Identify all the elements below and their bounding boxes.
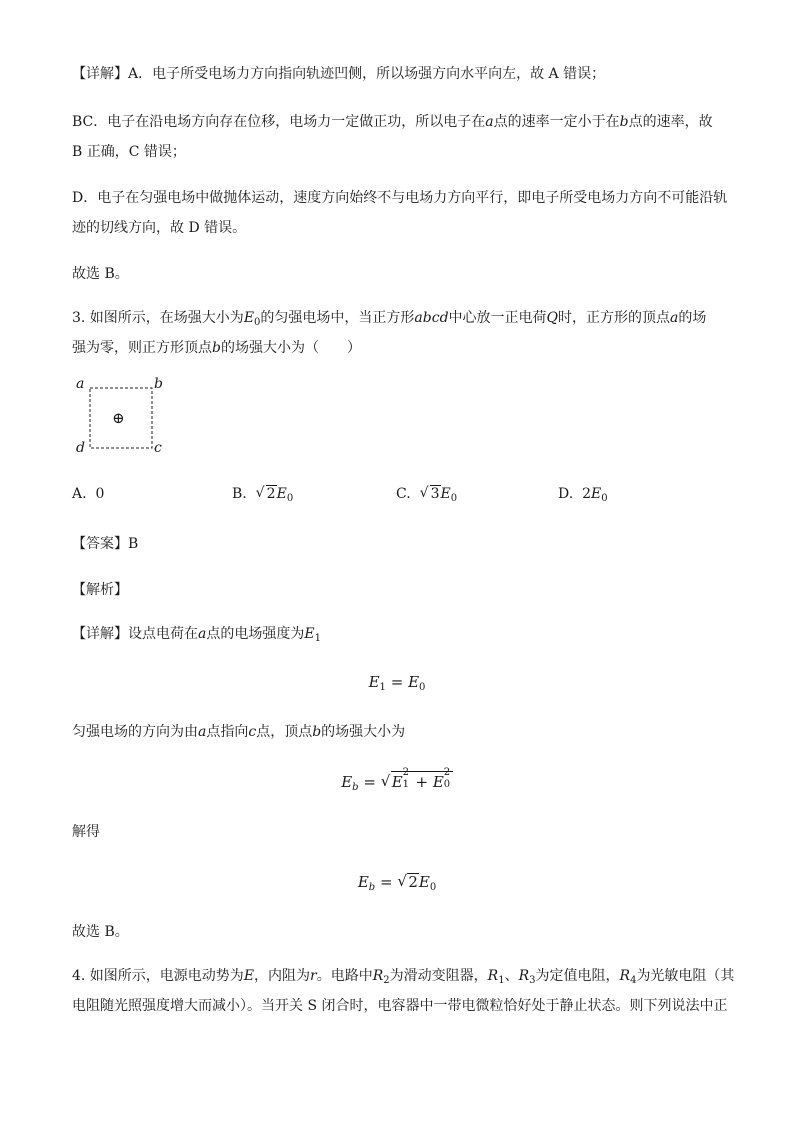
subscript: 0 [450, 493, 458, 504]
text: 【详解】A．电子所受电场力方向指向轨迹凹侧，所以场强方向水平向左，故 A 错误； [72, 66, 606, 82]
question-3-line1 [72, 308, 706, 333]
var-E: E [304, 626, 315, 642]
text: 【解析】 [72, 582, 128, 598]
text: 点的电场强度为 [206, 626, 305, 642]
var-b: b [619, 114, 629, 130]
vertex-d-label: d [76, 440, 85, 456]
paragraph-detail-d-line1 [72, 188, 727, 208]
question-4-line2 [72, 996, 728, 1016]
text: BC．电子在沿电场方向存在位移，电场力一定做正功，所以电子在 [72, 114, 486, 130]
subscript: 0 [286, 493, 294, 504]
text: 电阻随光照强度增大而减小）。当开关 S 闭合时，电容器中一带电微粒恰好处于静止状态。则下列说法中正 [72, 998, 728, 1014]
text: B 正确，C 错误； [72, 144, 186, 160]
superscript: 2 [443, 767, 451, 778]
text: 点的速率，故 [628, 114, 713, 130]
text: 匀强电场的方向为由 [72, 724, 198, 740]
text: 【详解】设点电荷在 [72, 626, 198, 642]
square-diagram [70, 376, 170, 460]
text: 为定值电阻， [535, 968, 620, 984]
var-b: b [212, 340, 221, 356]
text: 4. 如图所示，电源电动势为 [72, 968, 244, 984]
radicand: 2 [408, 873, 418, 891]
paragraph-detail-bc-line2 [72, 142, 186, 162]
detail-line [72, 624, 321, 649]
vertex-c-label: c [154, 440, 162, 456]
text: 为光敏电阻（其 [636, 968, 735, 984]
paragraph-detail-a [72, 64, 605, 84]
var-c: c [248, 724, 257, 740]
plus-sign: + [415, 773, 429, 791]
subscript: 2 [383, 975, 390, 986]
text: 的匀强电场中，当正方形 [260, 310, 415, 326]
text: 解得 [72, 824, 100, 840]
option-b[interactable] [232, 484, 293, 509]
var-r: r [310, 968, 317, 984]
option-c-letter: C. [396, 486, 411, 502]
answer-label [72, 534, 138, 554]
subscript: 0 [254, 317, 261, 328]
positive-charge-icon: ⊕ [112, 409, 125, 427]
subscript: b [352, 782, 359, 793]
subscript: 0 [419, 682, 426, 693]
subscript: 1 [314, 633, 321, 644]
superscript: 2 [402, 767, 410, 778]
var-E: E [432, 773, 444, 791]
var-E: E [408, 673, 420, 691]
var-a: a [198, 724, 207, 740]
sub-sup-group [402, 767, 411, 792]
question-4-line1 [72, 966, 734, 991]
option-d[interactable] [558, 484, 608, 509]
subscript: 4 [630, 975, 637, 986]
text: 、 [504, 968, 519, 984]
equals-sign: = [363, 773, 376, 791]
text: 。电路中 [316, 968, 373, 984]
var-a: a [670, 310, 679, 326]
var-E: E [418, 873, 430, 891]
text: 时，正方形的顶点 [558, 310, 671, 326]
var-E: E [276, 486, 287, 502]
solve-label [72, 822, 100, 842]
option-a-letter: A. [72, 486, 87, 502]
text: 的场强大小为（ ） [220, 340, 361, 356]
var-R: R [619, 968, 631, 984]
text: ，内阻为 [254, 968, 311, 984]
radicand [391, 767, 453, 792]
sqrt-symbol [420, 484, 441, 504]
text: 故选 B。 [72, 924, 129, 940]
var-b: b [312, 724, 322, 740]
var-E: E [591, 486, 602, 502]
text: 迹的切线方向，故 D 错误。 [72, 220, 247, 236]
subscript: 0 [429, 882, 437, 893]
question-3-line2 [72, 338, 361, 358]
text: 【答案】B [72, 536, 139, 552]
var-R: R [518, 968, 530, 984]
option-d-coef: 2 [582, 486, 592, 502]
analysis-label [72, 580, 128, 600]
text: 点指向 [206, 724, 249, 740]
option-d-letter: D. [558, 486, 574, 502]
text: 的场强大小为 [321, 724, 406, 740]
text: 点，顶点 [256, 724, 313, 740]
equals-sign: = [390, 673, 404, 691]
var-abcd: abcd [414, 310, 449, 326]
text: 3. 如图所示，在场强大小为 [72, 310, 244, 326]
var-E: E [243, 310, 255, 326]
sqrt-symbol [256, 484, 277, 504]
var-E: E [368, 673, 380, 691]
option-c[interactable] [396, 484, 457, 509]
paragraph-detail-d-line2 [72, 218, 246, 238]
sub-sup-group [443, 767, 452, 792]
subscript: 1 [498, 975, 505, 986]
paragraph-detail-bc-line1 [72, 112, 713, 132]
option-a-value: 0 [95, 486, 105, 502]
var-E: E [243, 968, 255, 984]
text: 为滑动变阻器， [389, 968, 488, 984]
var-R: R [487, 968, 499, 984]
equation-1 [0, 670, 794, 700]
text: 点的速率一定小于在 [493, 114, 620, 130]
subscript: 1 [402, 779, 410, 790]
equation-3 [0, 870, 794, 900]
var-Q: Q [546, 310, 559, 326]
option-a[interactable] [72, 484, 104, 504]
vertex-a-label: a [76, 376, 85, 392]
equals-sign: = [379, 873, 393, 891]
var-E: E [357, 873, 369, 891]
subscript: 0 [601, 493, 608, 504]
var-E: E [440, 486, 451, 502]
sqrt-symbol [381, 767, 453, 794]
text: 强为零，则正方形顶点 [72, 340, 212, 356]
var-E: E [341, 773, 353, 791]
subscript: 3 [529, 975, 536, 986]
var-R: R [372, 968, 384, 984]
conclusion-1 [72, 264, 129, 284]
vertex-b-label: b [154, 376, 163, 392]
subscript: 0 [443, 779, 451, 790]
sqrt-symbol [397, 870, 419, 894]
text: D．电子在匀强电场中做抛体运动，速度方向始终不与电场力方向平行，即电子所受电场力方向不可能沿轨 [72, 190, 728, 206]
text: 中心放一正电荷 [448, 310, 547, 326]
equation-2 [0, 767, 794, 800]
var-E: E [391, 773, 403, 791]
conclusion-2 [72, 922, 129, 942]
radicand: 3 [430, 486, 440, 502]
radicand: 2 [266, 486, 276, 502]
subscript: b [368, 882, 376, 893]
text: 故选 B。 [72, 266, 129, 282]
option-b-letter: B. [232, 486, 247, 502]
var-a: a [198, 626, 207, 642]
var-a: a [485, 114, 494, 130]
subscript: 1 [379, 682, 386, 693]
direction-line [72, 722, 405, 742]
text: 的场 [678, 310, 707, 326]
